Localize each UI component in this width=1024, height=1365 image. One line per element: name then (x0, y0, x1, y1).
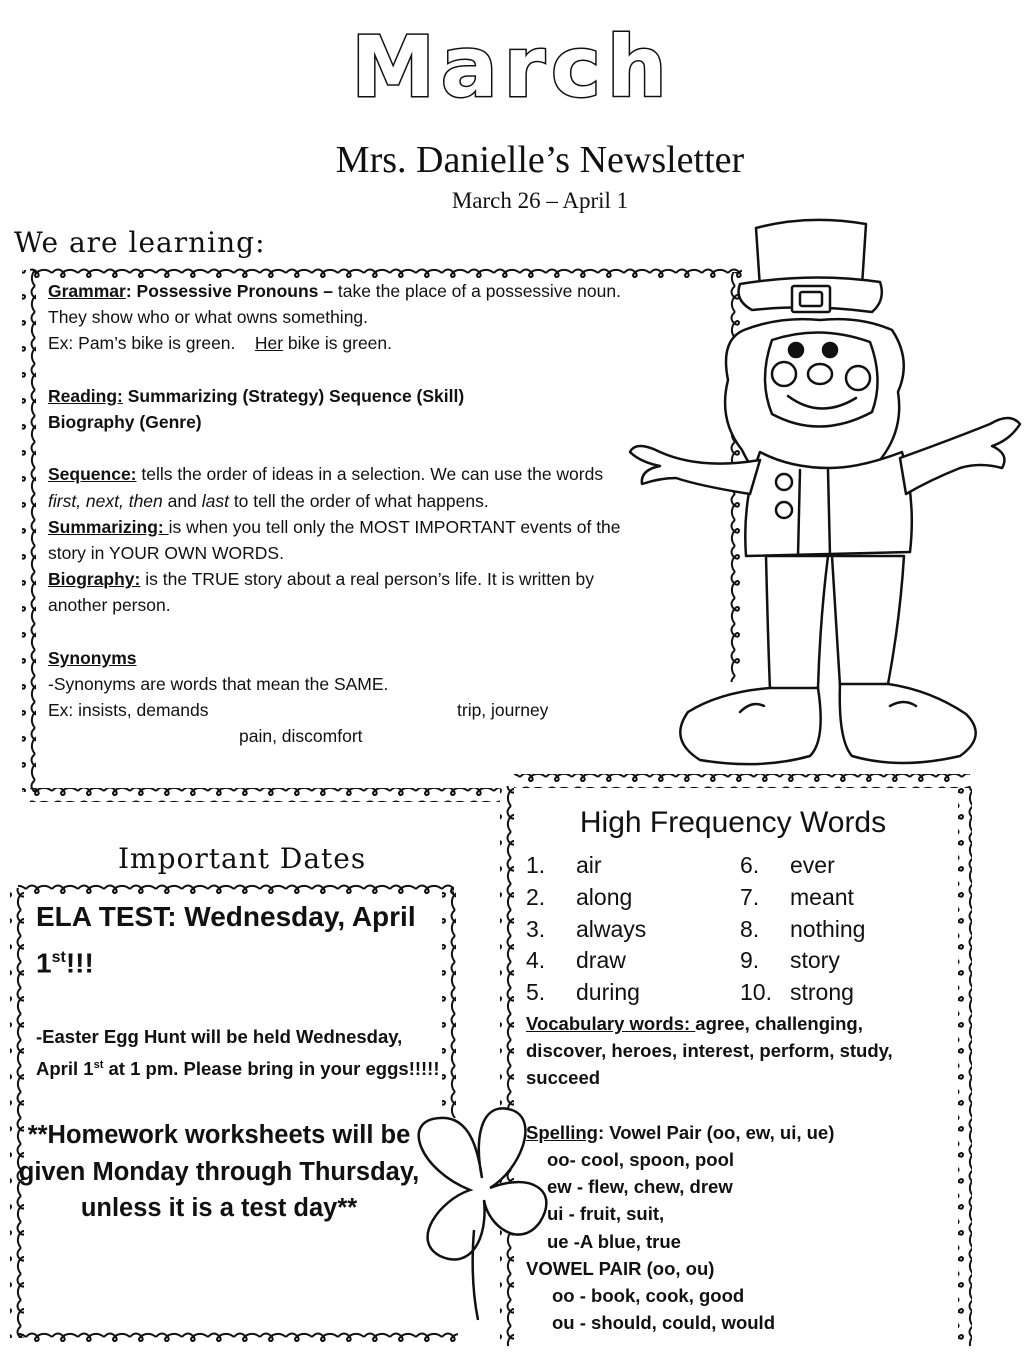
sequence-line-2 (48, 488, 708, 514)
spelling-label: Spelling (526, 1121, 598, 1143)
summarizing-line (48, 514, 708, 540)
list-word: always (576, 915, 647, 942)
grammar-label: Grammar (48, 281, 126, 301)
synonyms-text: -Synonyms are words that mean the SAME. (48, 674, 389, 695)
newsletter-title-march: March (351, 18, 673, 116)
reading-line (48, 383, 708, 409)
ela-test-sup: st (51, 949, 66, 966)
list-number: 10. (740, 979, 772, 1006)
grammar-example (48, 330, 708, 356)
list-item (526, 914, 865, 946)
list-word: ever (790, 852, 835, 878)
hfw-list (526, 850, 865, 1009)
synonyms-label: Synonyms (48, 647, 137, 668)
summarizing-line-2: story in YOUR OWN WORDS. (48, 543, 284, 564)
list-word: along (576, 883, 633, 910)
homework-note: **Homework worksheets will be given Monday through Thursday, unless it is a test day** (18, 1121, 420, 1223)
list-word: story (790, 947, 840, 974)
grammar-topic: Possessive Pronouns – (131, 281, 338, 301)
important-dates-content (18, 896, 440, 1227)
list-word: strong (790, 979, 854, 1006)
newsletter-date-range: March 26 – April 1 (451, 188, 629, 213)
list-item (526, 945, 865, 977)
list-word: during (576, 979, 640, 1006)
grammar-ex-2: bike is green. (283, 333, 393, 354)
grammar-ex-1: Ex: Pam’s bike is green. (48, 333, 236, 354)
list-word: nothing (790, 915, 866, 942)
list-word: draw (576, 947, 626, 974)
vocab-label: Vocabulary words: (526, 1013, 696, 1034)
grammar-desc-2: They show who or what owns something. (48, 307, 369, 328)
biography-line-2: another person. (48, 595, 171, 616)
learning-heading: We are learning: (14, 226, 266, 259)
spelling-text: : Vowel Pair (oo, ew, ui, ue) (597, 1121, 835, 1143)
synonyms-ex-1: Ex: insists, demands (48, 700, 209, 721)
list-number: 5. (526, 979, 546, 1006)
vocab-spelling-content (526, 1010, 946, 1336)
reading-genre: Biography (Genre) (48, 412, 202, 433)
grammar-ex-her: Her (254, 333, 284, 354)
biography-text: is the TRUE story about a real person’s life. It is written by (140, 569, 594, 590)
list-number: 1. (526, 852, 546, 878)
sequence-line (48, 461, 708, 487)
synonyms-ex-2: trip, journey (457, 700, 549, 721)
summarizing-label: Summarizing: (48, 516, 169, 537)
vowel-item: ou - should, could, would (552, 1312, 775, 1334)
spelling-item: ew - flew, chew, drew (547, 1176, 733, 1198)
spelling-item: ue -A blue, true (547, 1230, 681, 1252)
biography-label: Biography: (48, 569, 141, 590)
list-number: 8. (740, 915, 760, 942)
grammar-colon: : (125, 281, 132, 301)
synonyms-ex-3: pain, discomfort (239, 726, 363, 747)
list-item (526, 850, 865, 882)
reading-label: Reading: (48, 385, 123, 406)
easter-text-2: at 1 pm. Please bring in your eggs!!!!! (103, 1058, 440, 1080)
newsletter-subtitle: Mrs. Danielle’s Newsletter (335, 139, 745, 181)
list-item (526, 882, 865, 914)
biography-line (48, 566, 708, 592)
list-word: air (576, 852, 602, 878)
sequence-label: Sequence: (48, 464, 137, 485)
spelling-line (526, 1119, 946, 1146)
sequence-and: and (162, 490, 202, 511)
important-dates-heading: Important Dates (118, 842, 367, 875)
reading-text: Summarizing (Strategy) Sequence (Skill) (122, 385, 465, 406)
list-number: 6. (740, 852, 760, 878)
vocab-line (526, 1010, 946, 1092)
sequence-text-2: to tell the order of what happens. (228, 490, 489, 511)
easter-sup: st (93, 1059, 104, 1072)
list-item (526, 977, 865, 1009)
learning-content (48, 278, 708, 750)
sequence-words: first, next, then (48, 490, 163, 511)
vowel-pair-heading: VOWEL PAIR (oo, ou) (526, 1257, 715, 1279)
grammar-desc: take the place of a possessive noun. (337, 281, 621, 301)
spelling-item: oo- cool, spoon, pool (547, 1149, 735, 1171)
ela-test (36, 896, 440, 983)
synonyms-example (48, 697, 708, 723)
sequence-last: last (201, 490, 229, 511)
ela-test-text: ELA TEST: Wednesday, April 1 (36, 901, 416, 979)
spelling-item: ui - fruit, suit, (547, 1203, 665, 1225)
summarizing-text: is when you tell only the MOST IMPORTANT events of the (168, 516, 621, 537)
vocab-text: agree, challenging, discover, heroes, interest, perform, study, succeed (526, 1013, 893, 1089)
list-number: 9. (740, 947, 760, 974)
list-number: 3. (526, 915, 546, 942)
vowel-item: oo - book, cook, good (552, 1285, 745, 1307)
list-number: 4. (526, 947, 546, 974)
easter-text-1: -Easter Egg Hunt will be held Wednesday, April 1 (36, 1026, 403, 1080)
list-word: meant (790, 883, 854, 910)
list-number: 7. (740, 883, 760, 910)
easter-egg-hunt (36, 1023, 440, 1083)
hfw-title: High Frequency Words (579, 806, 887, 839)
list-number: 2. (526, 883, 546, 910)
sequence-text: tells the order of ideas in a selection. We can use the words (136, 464, 604, 485)
ela-test-end: !!! (65, 947, 94, 979)
grammar-line (48, 278, 708, 304)
